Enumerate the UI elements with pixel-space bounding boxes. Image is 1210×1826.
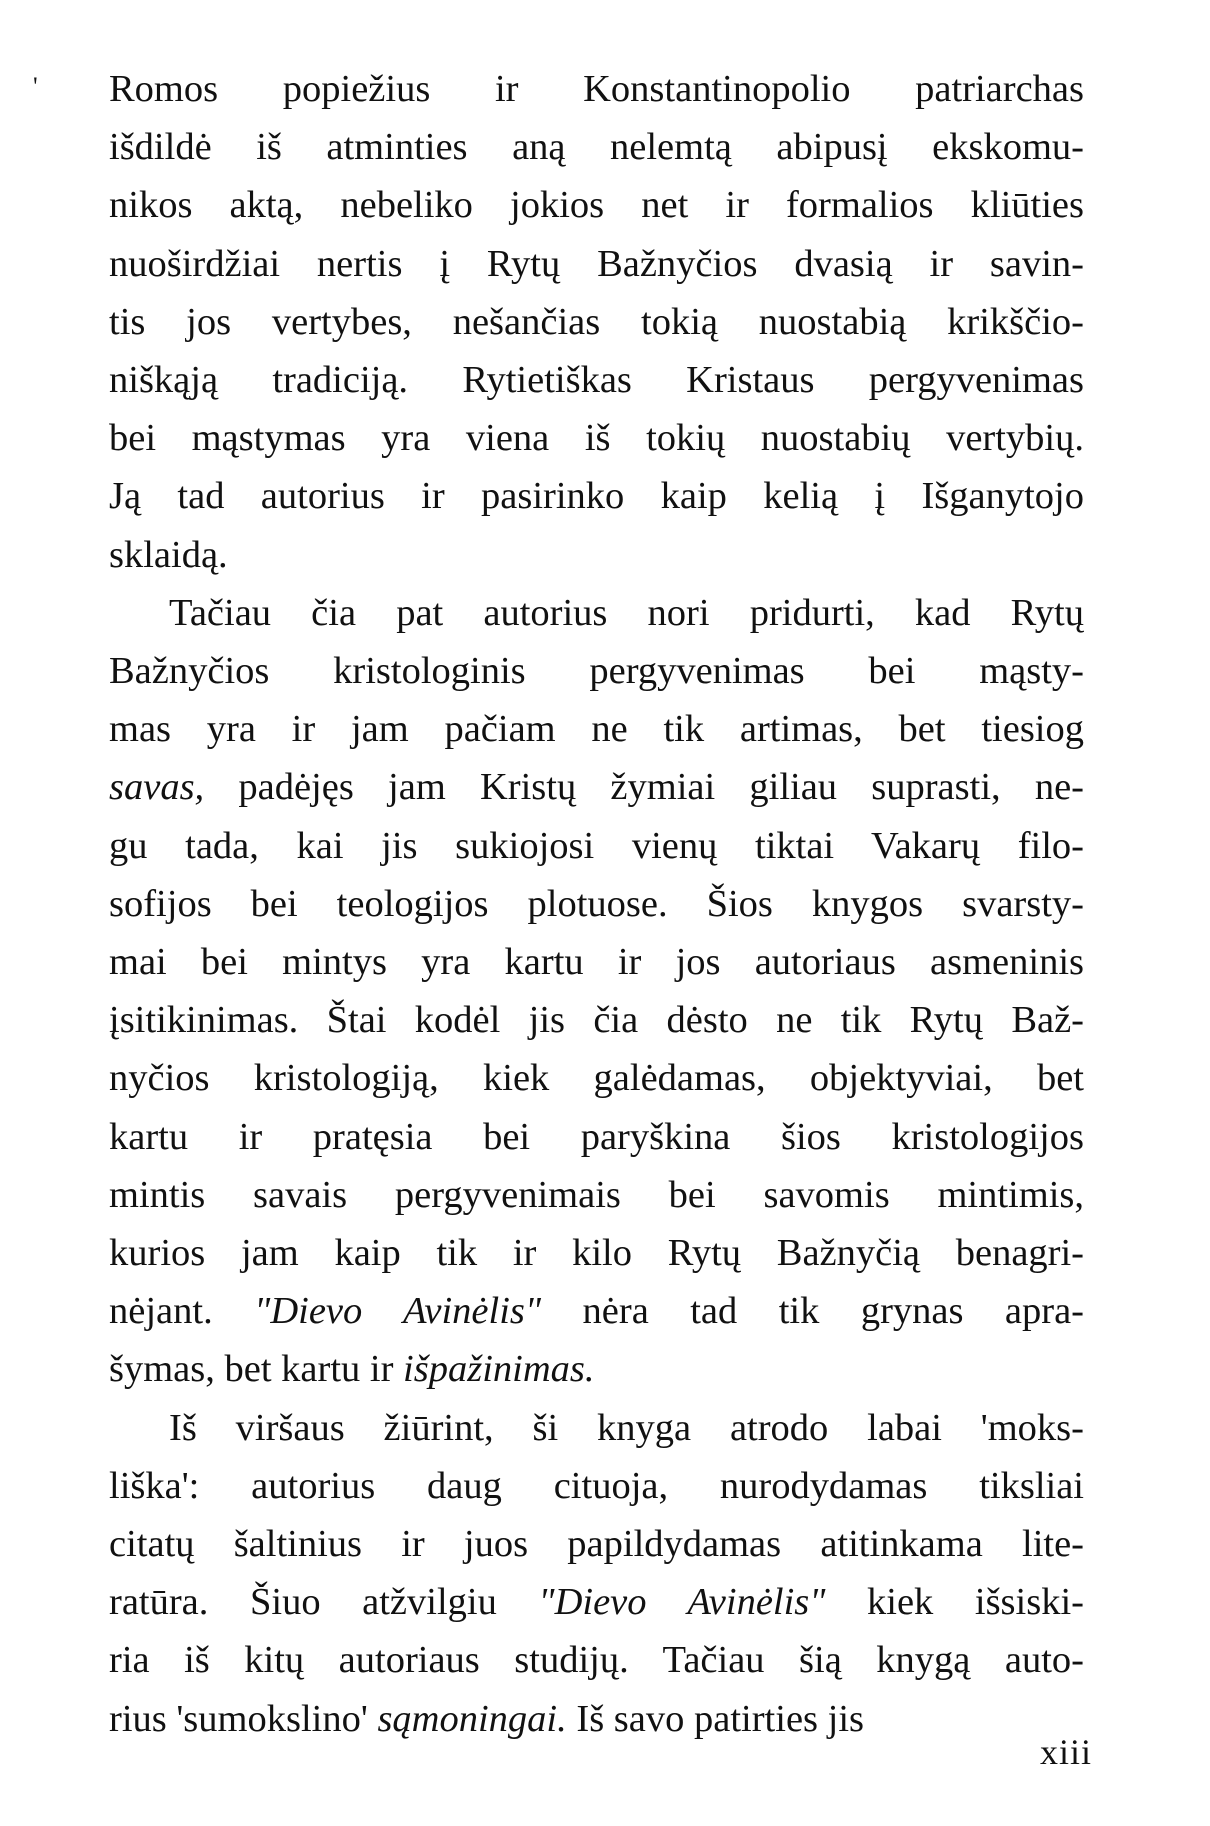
text-run: Tačiau čia pat autorius nori pridurti, kad Rytų	[169, 591, 1084, 634]
text-run: Bažnyčios kristologinis pergyvenimas bei mąsty-	[109, 650, 1084, 693]
text-run: padėjęs jam Kristų žymiai giliau suprasti, ne-	[204, 766, 1084, 809]
text-run: gu tada, kai jis sukiojosi vienų tiktai Vakarų filo-	[109, 824, 1084, 867]
italic-text: "Dievo Avinėlis"	[538, 1581, 826, 1624]
text-line	[109, 1690, 1084, 1748]
body-text	[109, 60, 1084, 1748]
text-run: Iš savo patirties jis	[566, 1697, 865, 1740]
margin-mark: '	[33, 72, 38, 101]
text-line	[109, 700, 1084, 758]
paragraph	[109, 1399, 1084, 1748]
text-line	[109, 118, 1084, 176]
text-run: išdildė iš atminties aną nelemtą abipusį ekskomu-	[109, 126, 1084, 169]
text-run: sofijos bei teologijos plotuose. Šios knygos svarsty-	[109, 882, 1084, 925]
text-line	[109, 1166, 1084, 1224]
text-run: kurios jam kaip tik ir kilo Rytų Bažnyčią benagri-	[109, 1232, 1084, 1275]
italic-text: sąmoningai.	[377, 1697, 567, 1740]
text-run: bei mąstymas yra viena iš tokių nuostabių vertybių.	[109, 417, 1084, 460]
text-run: įsitikinimas. Štai kodėl jis čia dėsto ne tik Rytų Baž-	[109, 999, 1084, 1042]
text-line	[109, 1573, 1084, 1631]
text-run: mas yra ir jam pačiam ne tik artimas, bet tiesiog	[109, 708, 1084, 751]
text-line	[109, 1631, 1084, 1689]
italic-text: savas,	[109, 766, 205, 809]
text-line	[109, 1399, 1084, 1457]
text-run: šymas, bet kartu ir	[109, 1348, 404, 1391]
text-run: mintis savais pergyvenimais bei savomis mintimis,	[109, 1173, 1084, 1216]
text-line	[109, 933, 1084, 991]
text-run: ria iš kitų autoriaus studijų. Tačiau šią knygą auto-	[109, 1639, 1084, 1682]
text-line	[109, 293, 1084, 351]
text-run: citatų šaltinius ir juos papildydamas atitinkama lite-	[109, 1523, 1084, 1566]
text-line	[109, 1282, 1084, 1340]
text-line	[109, 409, 1084, 467]
text-run: nėra tad tik grynas apra-	[541, 1290, 1084, 1333]
text-run: kartu ir pratęsia bei paryškina šios kristologijos	[109, 1115, 1084, 1158]
page-number: xiii	[1039, 1732, 1092, 1772]
text-line	[109, 584, 1084, 642]
text-line	[109, 526, 1084, 584]
text-run: tis jos vertybes, nešančias tokią nuostabią krikščio-	[109, 300, 1084, 343]
text-run: niškąją tradiciją. Rytietiškas Kristaus pergyvenimas	[109, 359, 1084, 402]
text-line	[109, 467, 1084, 525]
text-run: Romos popiežius ir Konstantinopolio patriarchas	[109, 68, 1084, 110]
text-line	[109, 1340, 1084, 1398]
text-line	[109, 1457, 1084, 1515]
text-line	[109, 60, 1084, 118]
text-line	[109, 176, 1084, 234]
text-run: nuoširdžiai nertis į Rytų Bažnyčios dvasią ir savin-	[109, 242, 1084, 285]
text-run: nėjant.	[109, 1290, 255, 1333]
text-run: Ją tad autorius ir pasirinko kaip kelią į Išganytojo	[109, 475, 1084, 518]
text-run: nyčios kristologiją, kiek galėdamas, objektyviai, bet	[109, 1057, 1084, 1100]
text-run: Iš viršaus žiūrint, ši knyga atrodo labai 'moks-	[169, 1406, 1084, 1449]
text-line	[109, 758, 1084, 816]
text-run: ratūra. Šiuo atžvilgiu	[109, 1581, 539, 1624]
text-line	[109, 351, 1084, 409]
text-run: mai bei mintys yra kartu ir jos autoriaus asmeninis	[109, 941, 1084, 984]
italic-text: išpažinimas.	[403, 1348, 595, 1391]
text-line	[109, 1049, 1084, 1107]
paragraph	[109, 60, 1084, 584]
text-run: sklaidą.	[109, 533, 228, 576]
italic-text: "Dievo Avinėlis"	[254, 1290, 542, 1333]
text-run: nikos aktą, nebeliko jokios net ir formalios kliūties	[109, 184, 1084, 227]
text-line	[109, 875, 1084, 933]
text-line	[109, 1108, 1084, 1166]
text-line	[109, 1224, 1084, 1282]
text-run: rius 'sumokslino'	[109, 1697, 378, 1740]
text-run: kiek išsiski-	[825, 1581, 1084, 1624]
text-line	[109, 817, 1084, 875]
text-run: liška': autorius daug cituoja, nurodydamas tiksliai	[109, 1464, 1084, 1507]
paragraph	[109, 584, 1084, 1399]
text-line	[109, 235, 1084, 293]
text-line	[109, 642, 1084, 700]
text-line	[109, 991, 1084, 1049]
text-line	[109, 1515, 1084, 1573]
